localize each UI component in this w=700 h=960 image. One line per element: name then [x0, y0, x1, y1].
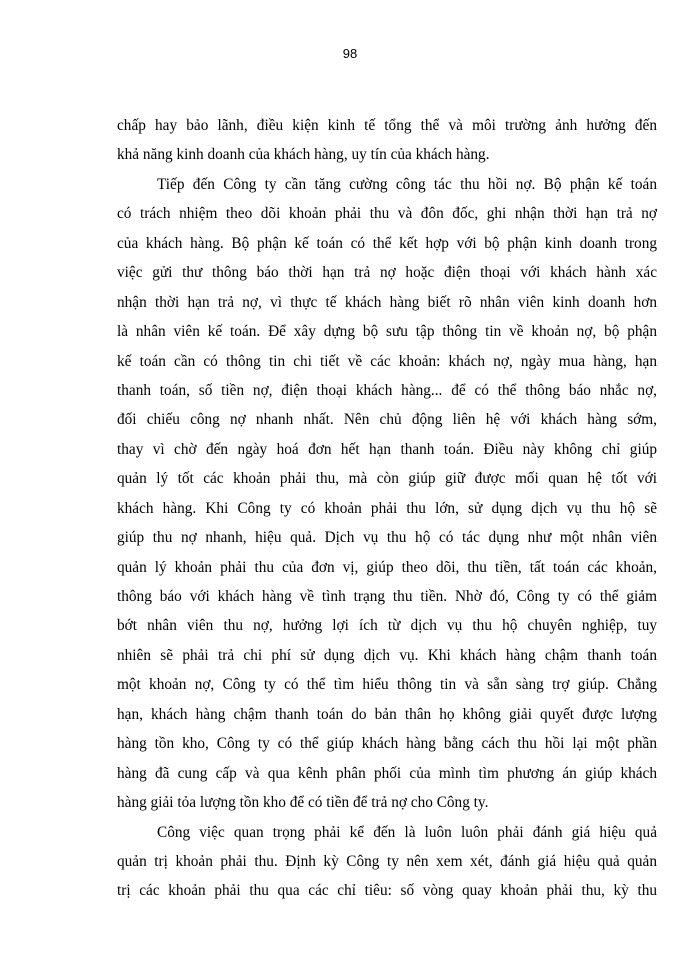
text-line: khách hàng. Khi Công ty có khoản phải thu lớn, sử dụng dịch vụ thu hộ sẽ	[117, 499, 657, 517]
text-line: kế toán cần có thông tin chi tiết về các khoản: khách nợ, ngày mua hàng, hạn	[117, 352, 657, 370]
text-line: của khách hàng. Bộ phận kế toán có thể kết hợp với bộ phận kinh doanh trong	[117, 234, 657, 252]
text-line: nhận thời hạn trả nợ, vì thực tế khách hàng biết rõ nhân viên kinh doanh hơn	[117, 293, 657, 311]
paragraph-start-line: Công việc quan trọng phải kể đến là luôn luôn phải đánh giá hiệu quả	[157, 823, 657, 841]
text-line: giúp thu nợ nhanh, hiệu quả. Dịch vụ thu hộ có tác dụng như một nhân viên	[117, 529, 657, 547]
text-line: thay vì chờ đến ngày hoá đơn hết hạn thanh toán. Điều này không chỉ giúp	[117, 440, 657, 458]
text-line: hàng tồn kho, Công ty có thể giúp khách hàng bằng cách thu hồi lại một phần	[117, 735, 657, 753]
text-line: bớt nhân viên thu nợ, hưởng lợi ích từ dịch vụ thu hộ chuyên nghiệp, tuy	[117, 617, 657, 635]
text-line: hàng đã cung cấp và qua kênh phân phối của mình tìm phương án giúp khách	[117, 764, 657, 782]
text-line: quản lý khoản phải thu của đơn vị, giúp theo dõi, thu tiền, tất toán các khoản,	[117, 558, 657, 576]
text-line: trị các khoản phải thu qua các chỉ tiêu: số vòng quay khoản phải thu, kỳ thu	[117, 882, 657, 900]
text-line: có trách nhiệm theo dõi khoản phải thu và đôn đốc, ghi nhận thời hạn trả nợ	[117, 205, 657, 223]
text-line: việc gửi thư thông báo thời hạn trả nợ hoặc điện thoại với khách hành xác	[117, 264, 657, 282]
text-line: khả năng kinh doanh của khách hàng, uy tín của khách hàng.	[117, 146, 490, 164]
paragraph-start-line: Tiếp đến Công ty cần tăng cường công tác thu hồi nợ. Bộ phận kế toán	[157, 175, 657, 193]
text-line: đối chiếu công nợ nhanh nhất. Nên chủ động liên hệ với khách hàng sớm,	[117, 411, 657, 429]
text-line: nhiên sẽ phải trả chi phí sử dụng dịch vụ. Khi khách hàng chậm thanh toán	[117, 646, 657, 664]
text-line: hạn, khách hàng chậm thanh toán do bản thân họ không giải quyết được lượng	[117, 705, 657, 723]
text-line: một khoản nợ, Công ty có thể tìm hiểu thông tin và sẵn sàng trợ giúp. Chẳng	[117, 676, 657, 694]
text-line: quản lý tốt các khoản phải thu, mà còn giúp giữ được mối quan hệ tốt với	[117, 470, 657, 488]
text-line: quản trị khoản phải thu. Định kỳ Công ty nên xem xét, đánh giá hiệu quả quản	[117, 852, 657, 870]
text-line: thanh toán, số tiền nợ, điện thoại khách hàng... để có thể thông báo nhắc nợ,	[117, 381, 657, 399]
page-number: 98	[342, 46, 358, 61]
text-line: hàng giải tỏa lượng tồn kho để có tiền để trả nợ cho Công ty.	[117, 794, 489, 812]
text-line: thông báo với khách hàng về tình trạng thu tiền. Nhờ đó, Công ty có thể giảm	[117, 588, 657, 605]
text-line: là nhân viên kế toán. Để xây dựng bộ sưu tập thông tin về khoản nợ, bộ phận	[117, 323, 657, 341]
body-text	[117, 111, 657, 906]
text-line: chấp hay bảo lãnh, điều kiện kinh tế tổng thể và môi trường ảnh hưởng đến	[117, 117, 657, 134]
